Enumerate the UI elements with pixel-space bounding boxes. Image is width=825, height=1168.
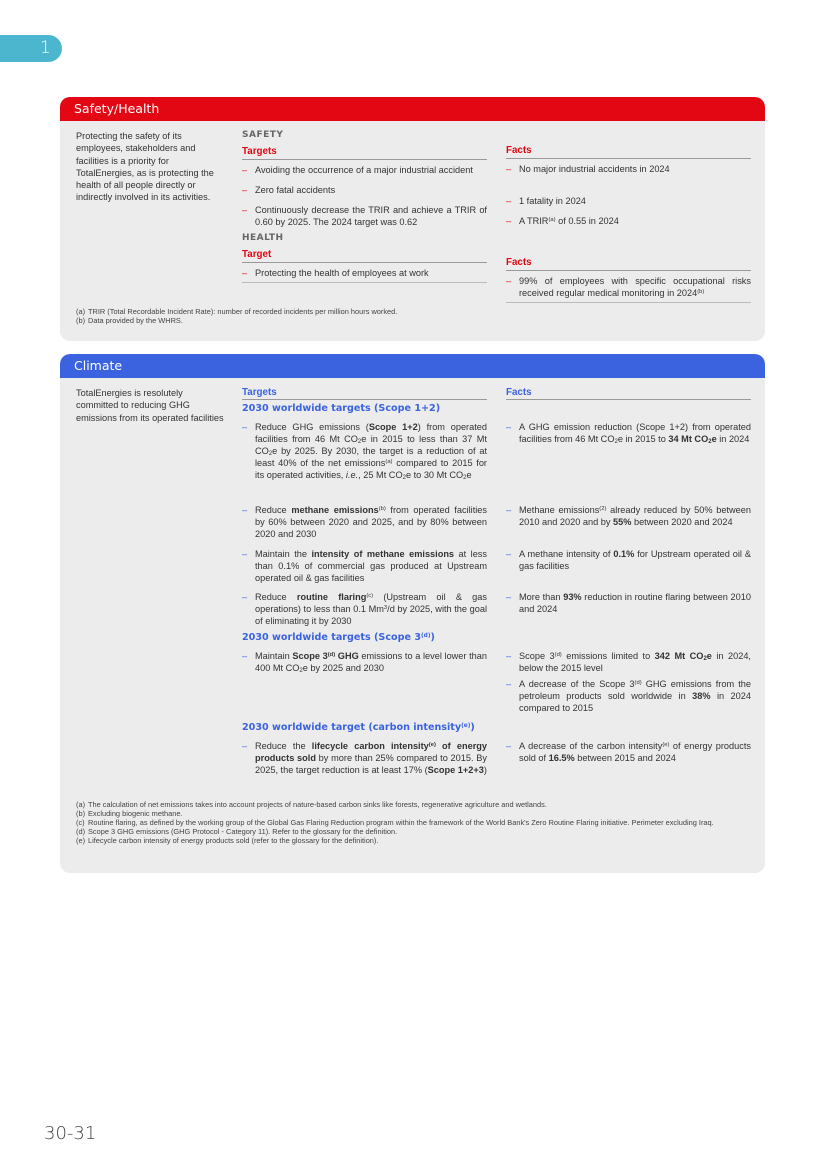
chapter-tab	[0, 35, 62, 62]
climate-target-item: – Reduce the lifecycle carbon intensity$^{(e)}$ of energy products sold by more than 25% compared to 2015. By 2025, the target reduction is at least 17% (Scope 1+2+3)	[242, 740, 487, 776]
footnote: (d) Scope 3 GHG emissions (GHG Protocol - Category 11). Refer to the glossary for the definition.	[76, 826, 398, 836]
safety-fact-item: – No major industrial accidents in 2024	[506, 163, 751, 175]
page-number: 30-31	[44, 1123, 97, 1144]
health-facts-column	[506, 257, 751, 303]
footnote: (a) TRIR (Total Recordable Incident Rate): number of recorded incidents per million hours worked.	[76, 307, 398, 316]
safety-target-item: – Avoiding the occurrence of a major industrial accident	[242, 164, 487, 176]
safety-intro: Protecting the safety of its employees, stakeholders and facilities is a priority for TotalEnergies, as is protecting the health of all people directly or indirectly involved in its activities.	[76, 131, 214, 203]
scope12-subheading: 2030 worldwide targets (Scope 1+2)	[242, 403, 441, 414]
climate-header: Climate	[60, 354, 765, 378]
climate-footnotes	[76, 801, 756, 846]
footnote: (c) Routine flaring, as defined by the working group of the Global Gas Flaring Reduction program within the framework of the World Bank's Zero Routine Flaring initiative. Perimeter excluding Iraq.	[76, 817, 714, 827]
climate-targets-heading: Targets	[242, 387, 487, 400]
scope3-subheading: 2030 worldwide targets (Scope 3$^{(d)}$)	[242, 632, 435, 643]
climate-fact-item: – A GHG emission reduction (Scope 1+2) from operated facilities from 46 Mt $CO_2e$ in 2015 to 34 Mt $CO_2e$ in 2024	[506, 421, 751, 445]
chapter-number: 1	[40, 38, 51, 58]
safety-fact-item: – A TRIR$^{(a)}$ of 0.55 in 2024	[506, 215, 751, 227]
climate-card	[60, 354, 765, 873]
safety-facts-column	[506, 145, 751, 227]
safety-target-item: – Continuously decrease the TRIR and achieve a TRIR of 0.60 by 2025. The 2024 target was 0.62	[242, 204, 487, 228]
climate-fact-item: – A decrease of the carbon intensity$^{(e)}$ of energy products sold of 16.5% between 2015 and 2024	[506, 740, 751, 764]
climate-target-item: – Reduce methane emissions$^{(b)}$ from operated facilities by 60% between 2020 and 2025, and by 80% between 2020 and 2030	[242, 504, 487, 540]
safety-fact-item: – 1 fatality in 2024	[506, 195, 751, 207]
carbon-intensity-subheading: 2030 worldwide target (carbon intensity$^{(e)}$)	[242, 722, 475, 733]
climate-target-item: – Maintain the intensity of methane emissions at less than 0.1% of commercial gas produced at Upstream operated oil & gas facilities	[242, 548, 487, 584]
safety-health-card	[60, 97, 765, 341]
safety-health-header: Safety/Health	[60, 97, 765, 121]
climate-target-item: – Maintain Scope 3$^{(d)}$ GHG emissions to a level lower than 400 Mt $CO_2e$ by 2025 and 2030	[242, 650, 487, 674]
climate-fact-item: – A methane intensity of 0.1% for Upstream operated oil & gas facilities	[506, 548, 751, 572]
climate-intro: TotalEnergies is resolutely committed to reducing GHG emissions from its operated facilities	[76, 388, 224, 423]
climate-target-item: – Reduce GHG emissions (Scope 1+2) from operated facilities from 46 Mt $CO_2e$ in 2015 to less than 37 Mt $CO_2e$ by 2025. By 2030, the target is a reduction of at least 40% of the net emissions$^{(a)}$ compared to 2015 for its operated activities, i.e., 25 Mt $CO_2e$ to 30 Mt $CO_2e$	[242, 421, 487, 481]
health-facts-heading: Facts	[506, 257, 751, 271]
footnote: (b) Data provided by the WHRS.	[76, 315, 183, 325]
safety-target-item: – Zero fatal accidents	[242, 184, 487, 196]
safety-footnotes	[76, 308, 756, 326]
climate-facts-heading: Facts	[506, 387, 751, 400]
footnote: (e) Lifecycle carbon intensity of energy products sold (refer to the glossary for the definition).	[76, 835, 379, 845]
safety-targets-heading: Targets	[242, 146, 487, 160]
climate-target-item: – Reduce routine flaring$^{(c)}$ (Upstream oil & gas operations) to less than 0.1 Mm$^3$/d by 2025, with the goal of eliminating it by 2030	[242, 591, 487, 627]
climate-fact-item: – Scope 3$^{(d)}$ emissions limited to 342 Mt $CO_2e$ in 2024, below the 2015 level – A decrease of the Scope 3$^{(d)}$ GHG emissions from the petroleum products sold worldwide in 38% in 2024 compared to 2015	[506, 650, 751, 714]
health-target-item: – Protecting the health of employees at work	[242, 267, 487, 283]
footnote: (b) Excluding biogenic methane.	[76, 808, 183, 818]
safety-facts-heading: Facts	[506, 145, 751, 159]
health-section-label: HEALTH	[242, 233, 284, 243]
safety-targets-column	[242, 129, 487, 283]
health-target-heading: Target	[242, 249, 487, 263]
climate-fact-item: – Methane emissions$^{(2)}$ already reduced by 50% between 2010 and 2020 and by 55% between 2020 and 2024	[506, 504, 751, 528]
safety-section-label: SAFETY	[242, 130, 284, 140]
health-fact-item: – 99% of employees with specific occupational risks received regular medical monitoring in 2024$^{(b)}$	[506, 275, 751, 303]
climate-fact-item: – More than 93% reduction in routine flaring between 2010 and 2024	[506, 591, 751, 615]
footnote: (a) The calculation of net emissions takes into account projects of nature-based carbon sinks like forests, regenerative agriculture and wetlands.	[76, 800, 547, 809]
